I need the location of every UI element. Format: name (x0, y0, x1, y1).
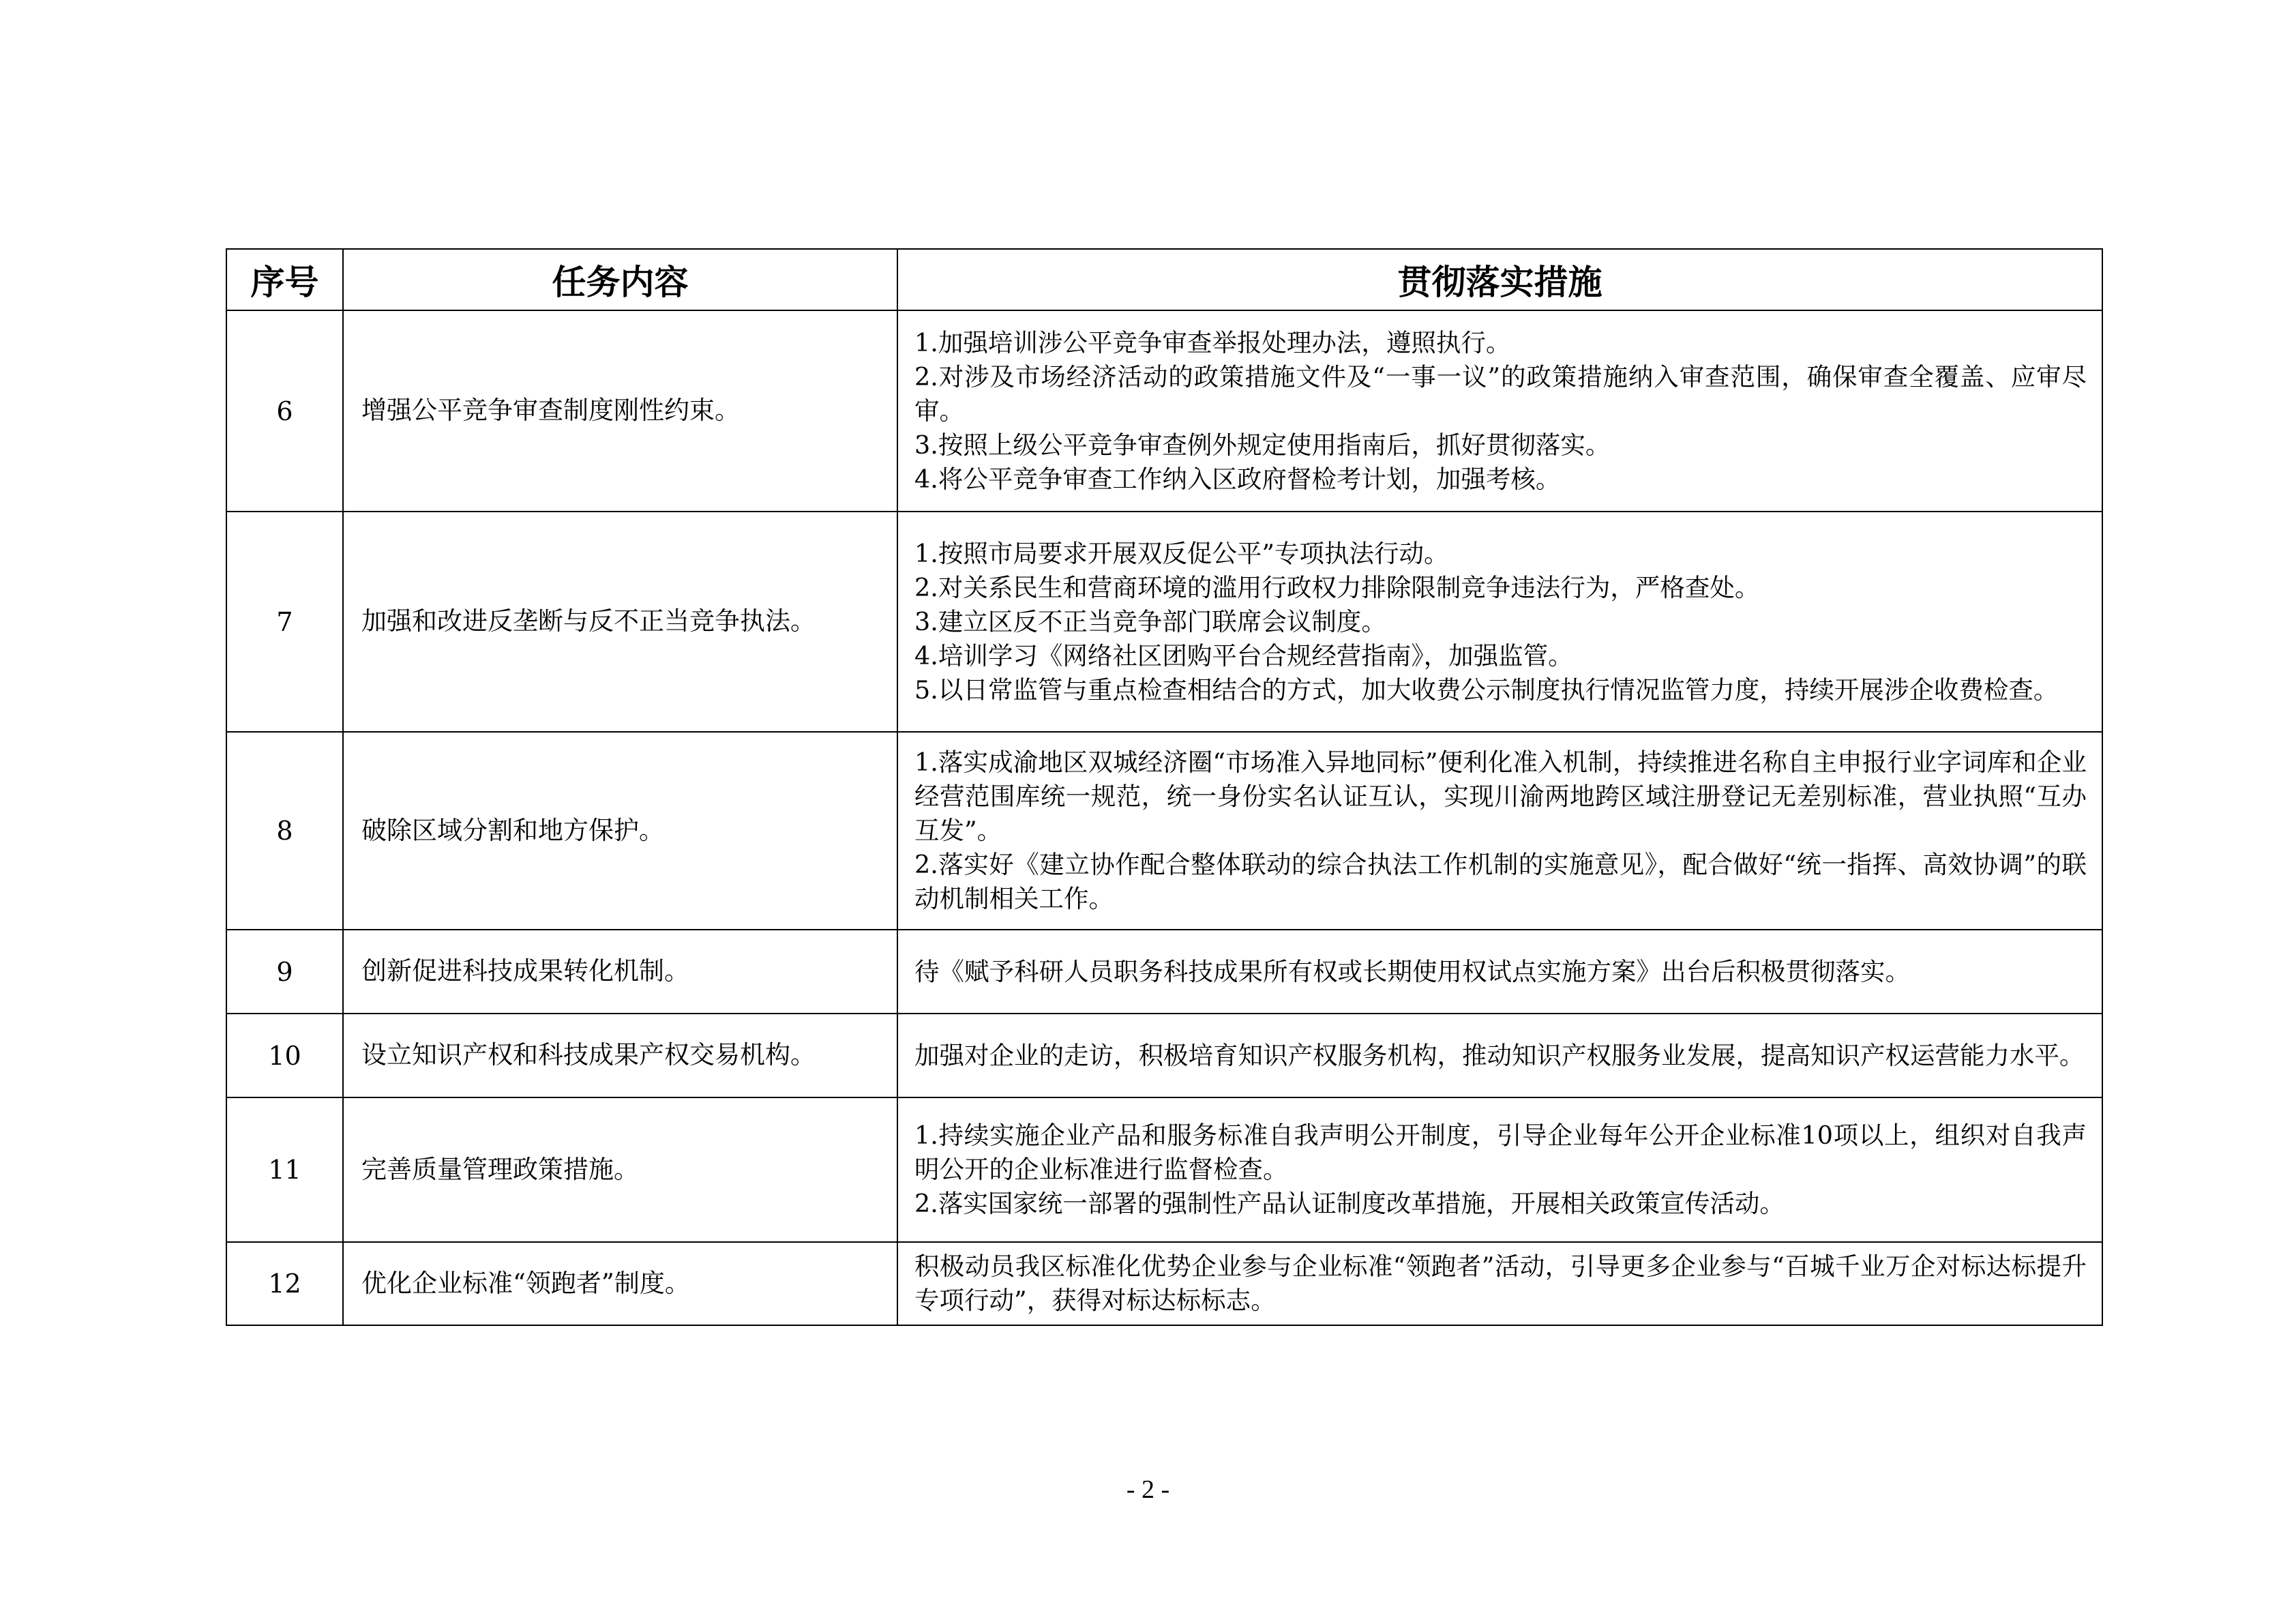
row-number: 11 (226, 1097, 343, 1242)
task-content: 加强和改进反垄断与反不正当竞争执法。 (343, 512, 897, 732)
table-row (226, 310, 2102, 512)
task-content: 创新促进科技成果转化机制。 (343, 930, 897, 1014)
measures-cell (897, 1242, 2102, 1325)
measure-item: 待《赋予科研人员职务科技成果所有权或长期使用权试点实施方案》出台后积极贯彻落实。 (914, 956, 1910, 986)
measure-item: 3.按照上级公平竞争审查例外规定使用指南后，抓好贯彻落实。 (914, 430, 1611, 460)
measures-cell (897, 1014, 2102, 1097)
task-content: 优化企业标准“领跑者”制度。 (343, 1242, 897, 1325)
measure-item: 1.加强培训涉公平竞争审查举报处理办法，遵照执行。 (914, 327, 1511, 357)
measure-item: 2.落实好《建立协作配合整体联动的综合执法工作机制的实施意见》，配合做好“统一指挥、高效协调”的联动机制相关工作。 (914, 850, 2087, 913)
table-row (226, 732, 2102, 930)
task-table (226, 248, 2103, 1326)
table-row (226, 930, 2102, 1014)
task-content: 完善质量管理政策措施。 (343, 1097, 897, 1242)
measure-item: 加强对企业的走访，积极培育知识产权服务机构，推动知识产权服务业发展，提高知识产权运营能力水平。 (914, 1040, 2085, 1070)
header-serial-number: 序号 (226, 249, 343, 310)
measures-cell (897, 930, 2102, 1014)
measure-item: 2.落实国家统一部署的强制性产品认证制度改革措施，开展相关政策宣传活动。 (914, 1189, 1785, 1218)
table-row (226, 1097, 2102, 1242)
measure-item: 1.按照市局要求开展双反促公平”专项执法行动。 (914, 538, 1449, 568)
table-header-row (226, 249, 2102, 310)
measure-item: 2.对关系民生和营商环境的滥用行政权力排除限制竞争违法行为，严格查处。 (914, 572, 1760, 602)
table-row (226, 512, 2102, 732)
measure-item: 4.培训学习《网络社区团购平台合规经营指南》，加强监管。 (914, 640, 1573, 670)
measure-item: 1.持续实施企业产品和服务标准自我声明公开制度，引导企业每年公开企业标准10项以上，组织对自我声明公开的企业标准进行监督检查。 (914, 1121, 2087, 1184)
row-number: 12 (226, 1242, 343, 1325)
row-number: 9 (226, 930, 343, 1014)
measure-item: 3.建立区反不正当竞争部门联席会议制度。 (914, 606, 1386, 636)
page-number: - 2 - (1126, 1475, 1170, 1504)
task-content: 破除区域分割和地方保护。 (343, 732, 897, 930)
measure-item: 积极动员我区标准化优势企业参与企业标准“领跑者”活动，引导更多企业参与“百城千业万企对标达标提升专项行动”，获得对标达标标志。 (914, 1252, 2087, 1315)
measure-item: 4.将公平竞争审查工作纳入区政府督检考计划，加强考核。 (914, 464, 1561, 494)
row-number: 10 (226, 1014, 343, 1097)
measures-cell (897, 512, 2102, 732)
measures-cell (897, 310, 2102, 512)
row-number: 7 (226, 512, 343, 732)
header-implementation-measures: 贯彻落实措施 (897, 249, 2102, 310)
table-row (226, 1014, 2102, 1097)
measure-item: 2.对涉及市场经济活动的政策措施文件及“一事一议”的政策措施纳入审查范围，确保审查全覆盖、应审尽审。 (914, 361, 2087, 426)
task-content: 增强公平竞争审查制度刚性约束。 (343, 310, 897, 512)
measure-item: 1.落实成渝地区双城经济圈“市场准入异地同标”便利化准入机制，持续推进名称自主申报行业字词库和企业经营范围库统一规范，统一身份实名认证互认，实现川渝两地跨区域注册登记无差别标准，营业执照“互办互发”。 (914, 748, 2087, 845)
table-row (226, 1242, 2102, 1325)
measures-cell (897, 732, 2102, 930)
task-content: 设立知识产权和科技成果产权交易机构。 (343, 1014, 897, 1097)
header-task-content: 任务内容 (343, 249, 897, 310)
measure-item: 5.以日常监管与重点检查相结合的方式，加大收费公示制度执行情况监管力度，持续开展涉企收费检查。 (914, 675, 2059, 705)
row-number: 6 (226, 310, 343, 512)
row-number: 8 (226, 732, 343, 930)
measures-cell (897, 1097, 2102, 1242)
